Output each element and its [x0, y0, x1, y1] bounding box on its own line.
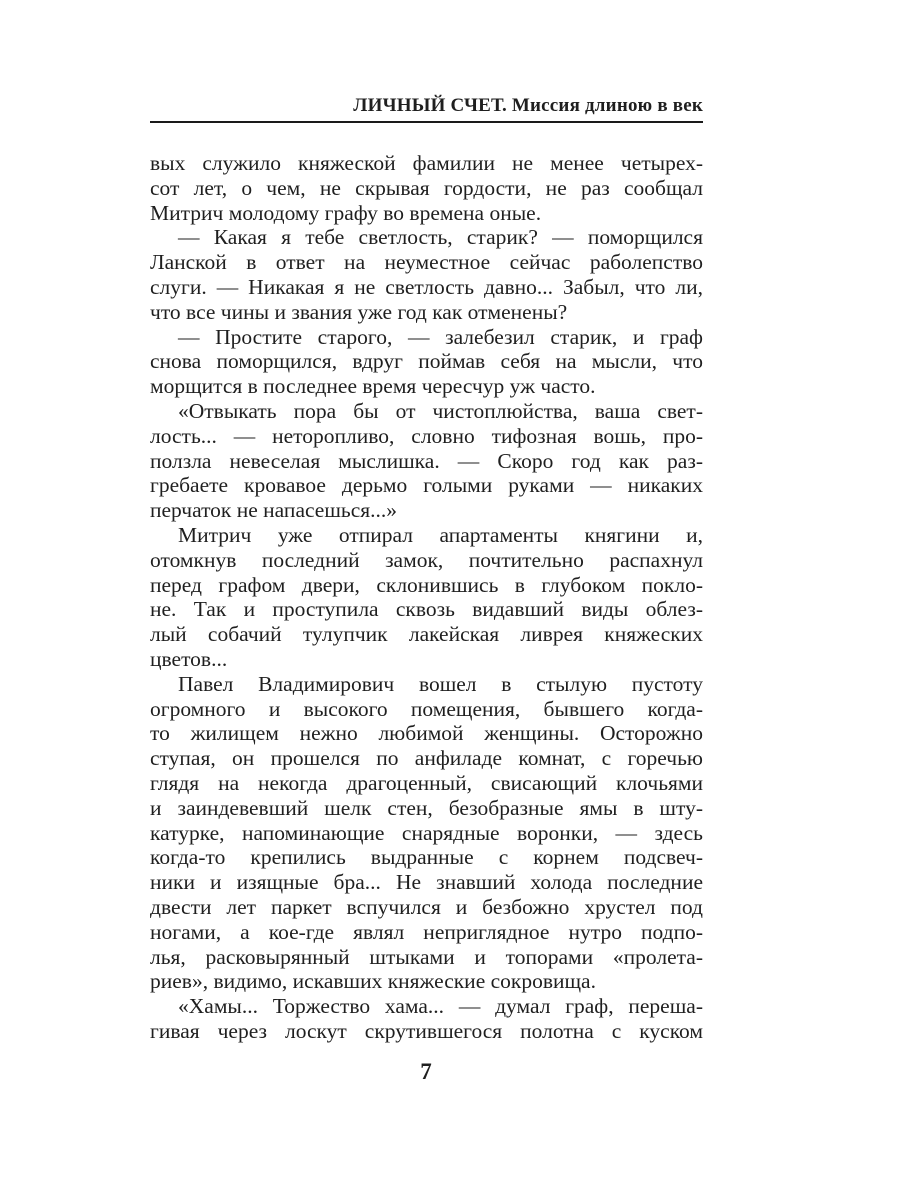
- paragraph: [150, 672, 703, 994]
- text-line: и заиндевевший шелк стен, безобразные ямы в шту-: [150, 795, 703, 820]
- text-line: морщится в последнее время чересчур уж часто.: [150, 374, 596, 399]
- text-line: лья, расковырянный штыками и топорами «пролета-: [150, 944, 703, 969]
- text-line: ногами, а кое-где являл неприглядное нутро подпо-: [150, 919, 703, 944]
- text-line: гребаете кровавое дерьмо голыми руками — никаких: [150, 473, 703, 498]
- text-line: вых служило княжеской фамилии не менее четырех-: [150, 151, 703, 175]
- paragraph: [150, 225, 703, 324]
- paragraph: [150, 994, 703, 1044]
- paragraph: [150, 151, 703, 225]
- body-text: [150, 151, 703, 1044]
- paragraph: [150, 399, 703, 523]
- text-line: гивая через лоскут скрутившегося полотна с куском: [150, 1018, 703, 1043]
- paragraph: [150, 523, 703, 672]
- text-line: Митрич уже отпирал апартаменты княгини и,: [178, 522, 703, 547]
- text-line: — Простите старого, — залебезил старик, и граф: [178, 324, 703, 349]
- running-header-title: ЛИЧНЫЙ СЧЕТ. Миссия длиною в век: [353, 95, 703, 116]
- text-line: риев», видимо, искавших княжеские сокровища.: [150, 969, 596, 994]
- text-line: ступая, он прошелся по анфиладе комнат, с горечью: [150, 746, 703, 771]
- text-line: цветов...: [150, 646, 228, 671]
- text-line: отомкнув последний замок, почтительно распахнул: [150, 547, 703, 572]
- page-number: 7: [420, 1058, 433, 1084]
- text-line: что все чины и звания уже год как отменены?: [150, 299, 568, 324]
- text-line: Митрич молодому графу во времена оные.: [150, 200, 542, 225]
- text-line: «Отвыкать пора бы от чистоплюйства, ваша свет-: [178, 398, 703, 423]
- text-line: когда-то крепились выдранные с корнем подсвеч-: [150, 845, 703, 870]
- text-line: Ланской в ответ на неуместное сейчас раболепство: [150, 250, 703, 275]
- text-line: перчаток не напасешься...»: [150, 498, 397, 523]
- text-line: Павел Владимирович вошел в стылую пустоту: [178, 671, 703, 696]
- text-line: слуги. — Никакая я не светлость давно... Забыл, что ли,: [150, 274, 703, 299]
- text-line: — Какая я тебе светлость, старик? — поморщился: [178, 225, 703, 250]
- text-line: сот лет, о чем, не скрывая гордости, не раз сообщал: [150, 175, 703, 200]
- text-line: катурке, напоминающие снарядные воронки, — здесь: [150, 820, 703, 845]
- text-line: перед графом двери, склонившись в глубоком покло-: [150, 572, 703, 597]
- text-line: глядя на некогда драгоценный, свисающий клочьями: [150, 770, 703, 795]
- text-line: не. Так и проступила сквозь видавший виды облез-: [150, 597, 703, 622]
- text-line: снова поморщился, вдруг поймав себя на мысли, что: [150, 349, 703, 374]
- running-header: [150, 94, 703, 123]
- text-line: лый собачий тулупчик лакейская ливрея княжеских: [150, 622, 703, 647]
- text-line: огромного и высокого помещения, бывшего когда-: [150, 696, 703, 721]
- text-line: двести лет паркет вспучился и безбожно хрустел под: [150, 894, 703, 919]
- paragraph: [150, 325, 703, 399]
- text-line: ползла невеселая мыслишка. — Скоро год как раз-: [150, 448, 703, 473]
- text-line: ники и изящные бра... Не знавший холода последние: [150, 870, 703, 895]
- text-line: то жилищем нежно любимой женщины. Осторожно: [150, 721, 703, 746]
- text-block: [150, 94, 703, 1085]
- text-line: лость... — неторопливо, словно тифозная вошь, про-: [150, 423, 703, 448]
- text-line: «Хамы... Торжество хама... — думал граф, переша-: [178, 994, 703, 1019]
